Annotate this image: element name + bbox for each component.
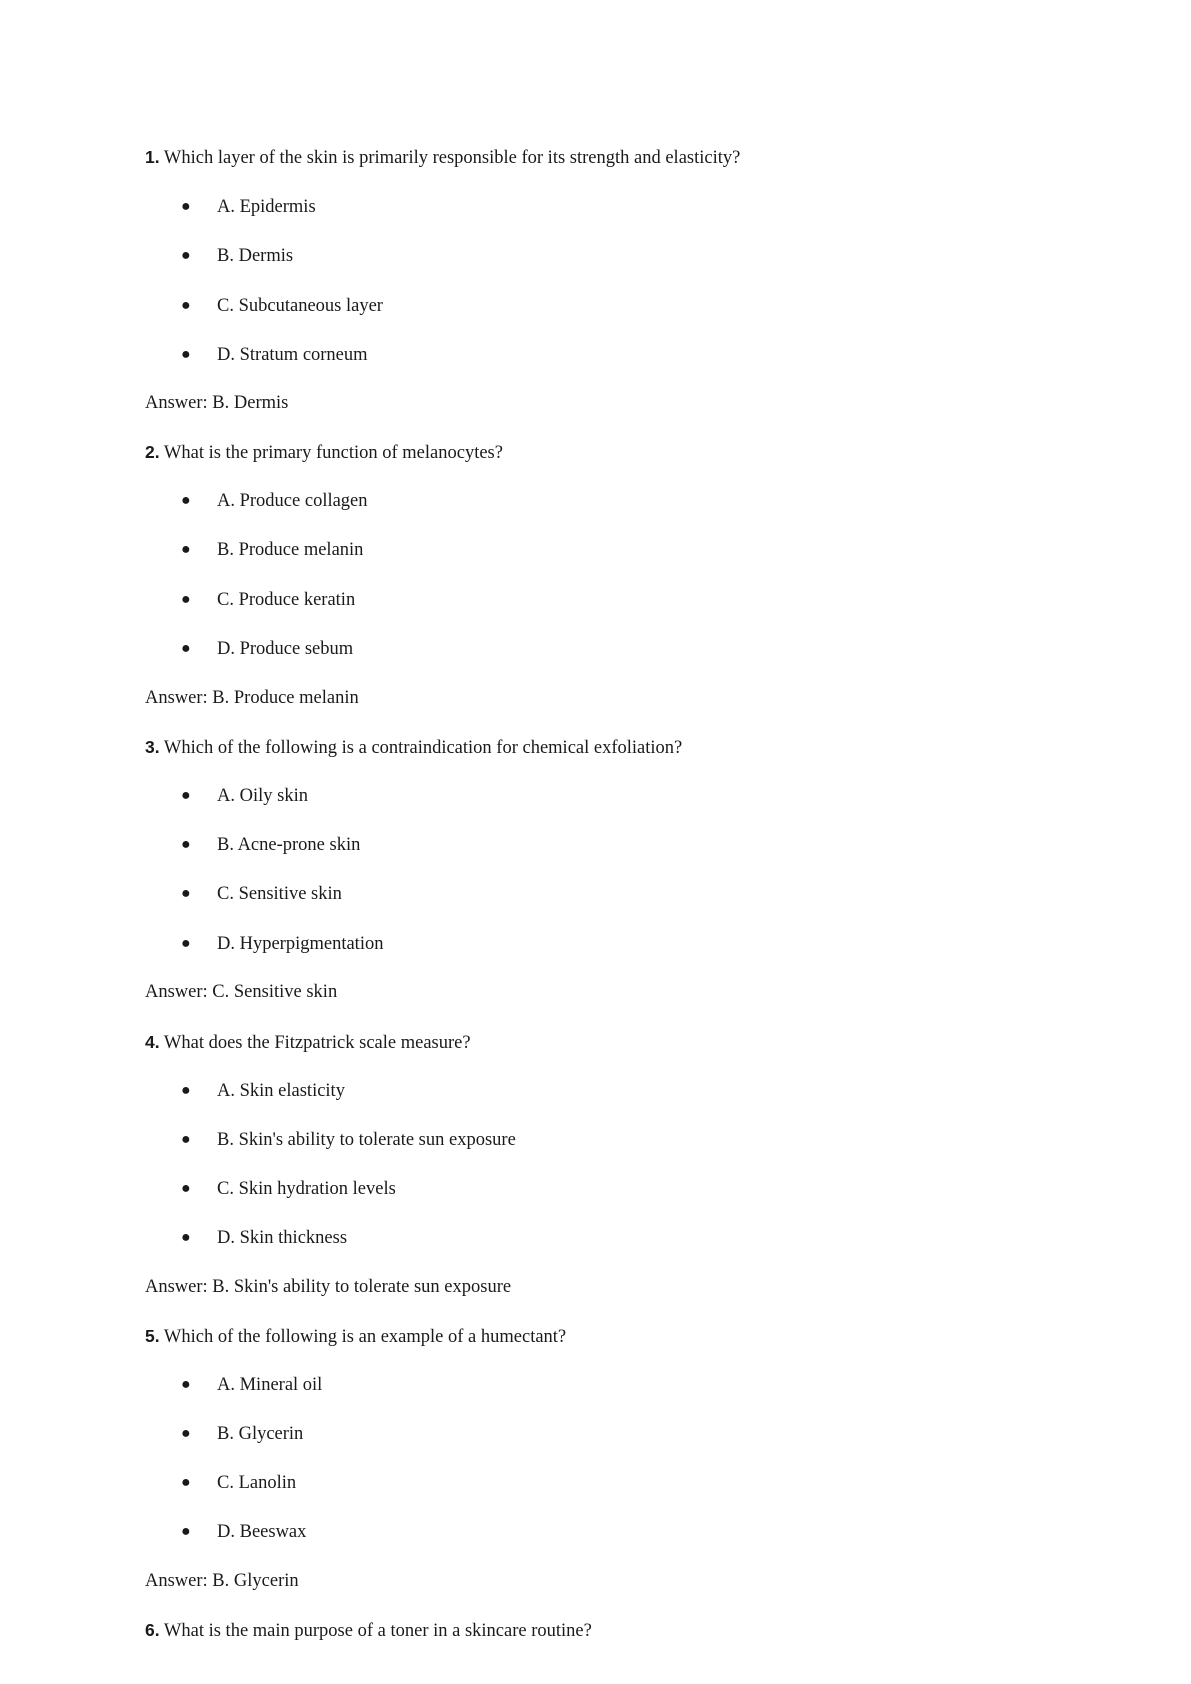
bullet-icon: ● (181, 1376, 191, 1393)
bullet-icon: ● (181, 1425, 191, 1442)
answer-line: Answer: B. Skin's ability to tolerate sun exposure (145, 1277, 512, 1297)
bullet-icon: ● (181, 1523, 191, 1540)
option-text: A. Produce collagen (217, 491, 368, 511)
option-text: D. Beeswax (217, 1522, 307, 1542)
option-item (181, 294, 383, 318)
question-text: What does the Fitzpatrick scale measure? (163, 1033, 471, 1053)
question-number: 6. (145, 1620, 160, 1640)
option-item (181, 637, 353, 661)
question-text: What is the primary function of melanocytes? (163, 443, 503, 463)
question-text: Which of the following is an example of a humectant? (163, 1327, 567, 1347)
option-item (181, 1079, 345, 1103)
question-number: 1. (145, 147, 160, 167)
option-text: B. Acne-prone skin (217, 835, 361, 855)
question-4 (145, 1030, 471, 1055)
option-item (181, 1520, 306, 1544)
bullet-icon: ● (181, 640, 191, 657)
bullet-icon: ● (181, 198, 191, 215)
option-text: D. Produce sebum (217, 639, 354, 659)
option-item (181, 882, 342, 906)
option-text: B. Skin's ability to tolerate sun exposure (217, 1130, 516, 1150)
option-item (181, 1471, 296, 1495)
bullet-icon: ● (181, 935, 191, 952)
option-item (181, 1373, 322, 1397)
option-item (181, 932, 383, 956)
bullet-icon: ● (181, 1180, 191, 1197)
question-number: 5. (145, 1326, 160, 1346)
option-text: B. Dermis (217, 246, 294, 266)
bullet-icon: ● (181, 787, 191, 804)
option-item (181, 1226, 347, 1250)
option-item (181, 1422, 303, 1446)
answer-line: Answer: C. Sensitive skin (145, 982, 338, 1002)
option-text: C. Produce keratin (217, 590, 356, 610)
question-text: Which layer of the skin is primarily responsible for its strength and elasticity? (163, 148, 741, 168)
option-text: C. Sensitive skin (217, 884, 342, 904)
bullet-icon: ● (181, 591, 191, 608)
bullet-icon: ● (181, 885, 191, 902)
answer-line: Answer: B. Glycerin (145, 1571, 299, 1591)
option-text: B. Produce melanin (217, 540, 364, 560)
question-text: What is the main purpose of a toner in a skincare routine? (163, 1621, 592, 1641)
bullet-icon: ● (181, 1082, 191, 1099)
bullet-icon: ● (181, 1131, 191, 1148)
bullet-icon: ● (181, 1474, 191, 1491)
question-3 (145, 735, 682, 760)
option-item (181, 195, 316, 219)
bullet-icon: ● (181, 297, 191, 314)
option-item (181, 588, 355, 612)
option-text: D. Stratum corneum (217, 345, 368, 365)
option-item (181, 784, 308, 808)
question-5 (145, 1324, 566, 1349)
option-text: A. Mineral oil (217, 1375, 323, 1395)
question-number: 4. (145, 1032, 160, 1052)
option-text: A. Oily skin (217, 786, 308, 806)
question-number: 3. (145, 737, 160, 757)
option-item (181, 244, 293, 268)
option-text: C. Skin hydration levels (217, 1179, 396, 1199)
bullet-icon: ● (181, 836, 191, 853)
question-text: Which of the following is a contraindication for chemical exfoliation? (163, 738, 683, 758)
option-text: A. Skin elasticity (217, 1081, 345, 1101)
answer-line: Answer: B. Dermis (145, 393, 289, 413)
question-1 (145, 145, 740, 170)
bullet-icon: ● (181, 1229, 191, 1246)
option-item (181, 489, 368, 513)
bullet-icon: ● (181, 346, 191, 363)
option-item (181, 833, 360, 857)
question-number: 2. (145, 442, 160, 462)
option-text: B. Glycerin (217, 1424, 304, 1444)
option-item (181, 1177, 396, 1201)
bullet-icon: ● (181, 247, 191, 264)
option-item (181, 1128, 516, 1152)
option-item (181, 538, 363, 562)
option-text: D. Skin thickness (217, 1228, 348, 1248)
option-text: C. Subcutaneous layer (217, 296, 383, 316)
option-text: C. Lanolin (217, 1473, 297, 1493)
option-text: D. Hyperpigmentation (217, 934, 384, 954)
option-item (181, 343, 368, 367)
answer-line: Answer: B. Produce melanin (145, 688, 359, 708)
question-6 (145, 1618, 592, 1643)
bullet-icon: ● (181, 541, 191, 558)
question-2 (145, 440, 503, 465)
option-text: A. Epidermis (217, 197, 316, 217)
bullet-icon: ● (181, 492, 191, 509)
